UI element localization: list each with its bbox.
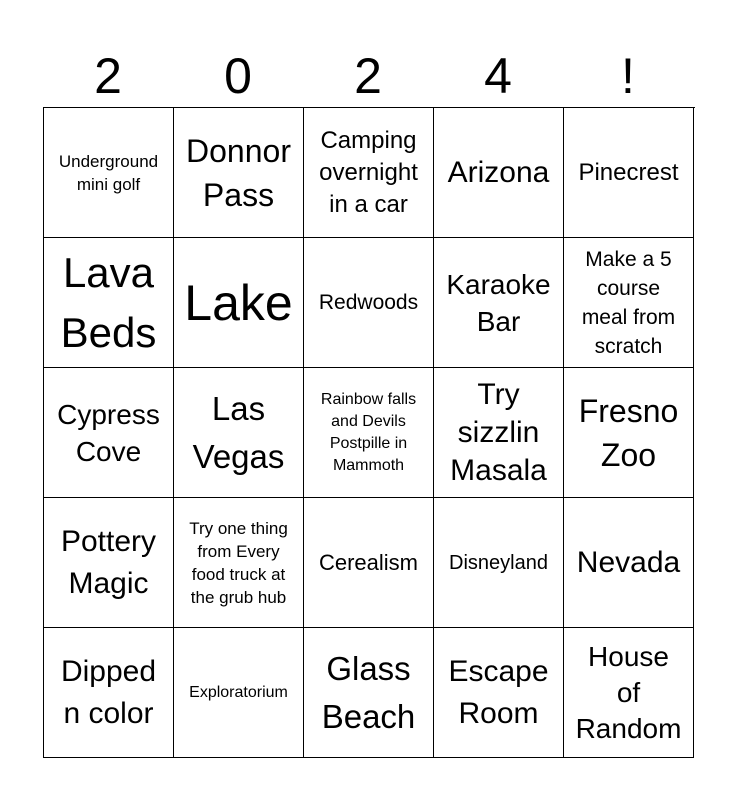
cell-text: Lava Beds [60, 248, 157, 356]
bingo-cell[interactable] [564, 368, 694, 498]
cell-text: Fresno Zoo [578, 392, 679, 473]
cell-text: Camping overnight in a car [319, 126, 418, 218]
cell-text: Disneyland [449, 551, 548, 574]
cell-text: Make a 5 course meal from scratch [581, 247, 676, 358]
bingo-cell[interactable] [304, 368, 434, 498]
cell-text: Try sizzlin Masala [450, 377, 547, 487]
bingo-cell[interactable] [44, 368, 174, 498]
bingo-cell[interactable] [434, 108, 564, 238]
cell-text: Pottery Magic [60, 524, 157, 600]
cell-text: House of Random [575, 640, 682, 744]
bingo-cell[interactable] [434, 368, 564, 498]
bingo-cell[interactable] [44, 238, 174, 368]
bingo-cell[interactable] [434, 238, 564, 368]
cell-text: Nevada [576, 545, 681, 579]
bingo-cell[interactable] [44, 108, 174, 238]
title-letter: 2 [94, 48, 122, 104]
bingo-cell[interactable] [304, 628, 434, 758]
bingo-cell[interactable] [304, 108, 434, 238]
bingo-card [43, 107, 695, 758]
cell-text: Cerealism [318, 550, 419, 575]
cell-text: Redwoods [318, 291, 419, 314]
bingo-cell[interactable] [564, 108, 694, 238]
cell-text: Lake [184, 274, 293, 331]
bingo-cell[interactable] [174, 498, 304, 628]
cell-text: Glass Beach [321, 649, 416, 735]
cell-text: Karaoke Bar [446, 268, 551, 337]
bingo-cell[interactable] [174, 108, 304, 238]
title-letter: 4 [484, 48, 512, 104]
bingo-cell[interactable] [434, 628, 564, 758]
bingo-cell[interactable] [564, 628, 694, 758]
cell-text: Dipped n color [60, 654, 157, 730]
cell-text: Escape Room [448, 654, 549, 730]
cell-text: Arizona [447, 155, 550, 189]
bingo-cell[interactable] [44, 498, 174, 628]
bingo-cell[interactable] [44, 628, 174, 758]
cell-text: Underground mini golf [58, 151, 159, 194]
bingo-cell[interactable] [564, 238, 694, 368]
bingo-cell[interactable] [564, 498, 694, 628]
cell-text: Exploratorium [189, 683, 288, 701]
cell-text: Pinecrest [578, 158, 679, 186]
bingo-cell[interactable] [174, 368, 304, 498]
title-letter: 0 [224, 48, 252, 104]
bingo-cell[interactable] [304, 498, 434, 628]
cell-text: Donnor Pass [186, 132, 291, 213]
bingo-cell[interactable] [174, 628, 304, 758]
bingo-cell[interactable] [174, 238, 304, 368]
bingo-cell[interactable] [434, 498, 564, 628]
title-letter: 2 [354, 48, 382, 104]
title-letter: ! [621, 48, 635, 104]
bingo-title [43, 46, 693, 106]
cell-text: Try one thing from Every food truck at the grub hub [189, 518, 288, 607]
cell-text: Rainbow falls and Devils Postpille in Mammoth [320, 390, 417, 474]
bingo-cell[interactable] [304, 238, 434, 368]
cell-text: Cypress Cove [57, 398, 160, 467]
cell-text: Las Vegas [192, 389, 285, 475]
